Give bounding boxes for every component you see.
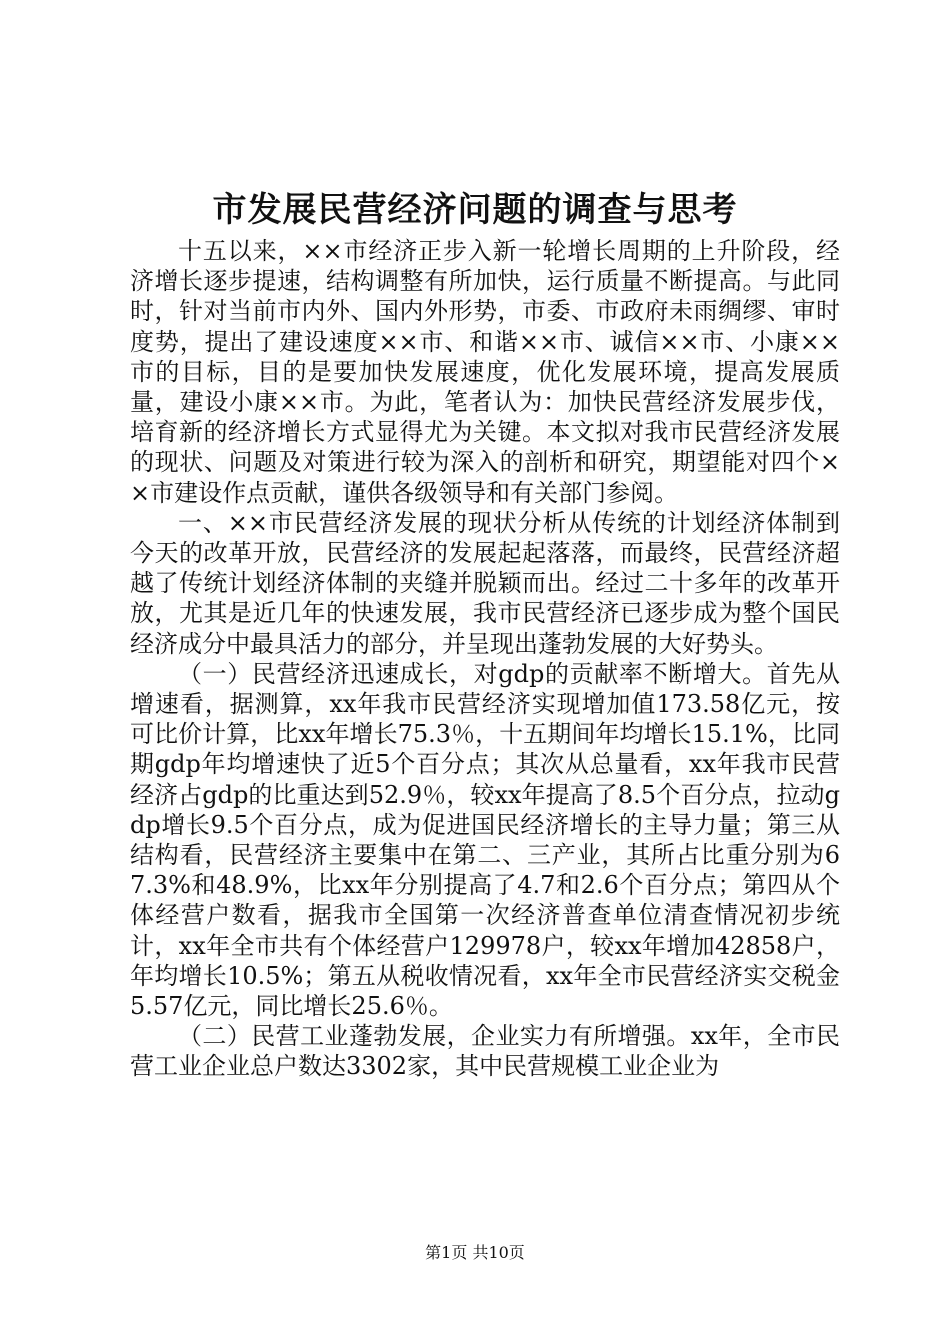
paragraph-section-1: 一、××市民营经济发展的现状分析从传统的计划经济体制到今天的改革开放，民营经济的发展起起落落，而最终，民营经济超越了传统计划经济体制的夹缝并脱颖而出。经过二十多年的改革开放，尤其是近几年的快速发展，我市民营经济已逐步成为整个国民经济成分中最具活力的部分，并呈现出蓬勃发展的大好势头。 — [130, 508, 840, 658]
paragraph-subsection-2: （二）民营工业蓬勃发展，企业实力有所增强。xx年，全市民营工业企业总户数达3302家，其中民营规模工业企业为 — [130, 1022, 840, 1081]
document-title: 市发展民营经济问题的调查与思考 — [212, 190, 738, 230]
page-number-footer: 第1页 共10页 — [425, 1243, 525, 1262]
document-body — [130, 236, 840, 1082]
paragraph-intro: 十五以来，××市经济正步入新一轮增长周期的上升阶段，经济增长逐步提速，结构调整有所加快，运行质量不断提高。与此同时，针对当前市内外、国内外形势，市委、市政府未雨绸缪、审时度势，提出了建设速度××市、和谐××市、诚信××市、小康××市的目标，目的是要加快发展速度，优化发展环境，提高发展质量，建设小康××市。为此，笔者认为：加快民营经济发展步伐，培育新的经济增长方式显得尤为关键。本文拟对我市民营经济发展的现状、问题及对策进行较为深入的剖析和研究，期望能对四个××市建设作点贡献，谨供各级领导和有关部门参阅。 — [130, 237, 840, 507]
paragraph-subsection-1: （一）民营经济迅速成长，对gdp的贡献率不断增大。首先从增速看，据测算，xx年我市民营经济实现增加值173.58亿元，按可比价计算，比xx年增长75.3％，十五期间年均增长15.1%，比同期gdp年均增速快了近5个百分点；其次从总量看，xx年我市民营经济占gdp的比重达到52.9％，较xx年提高了8.5个百分点，拉动gdp增长9.5个百分点，成为促进国民经济增长的主导力量；第三从结构看，民营经济主要集中在第二、三产业，其所占比重分别为67.3%和48.9%，比xx年分别提高了4.7和2.6个百分点；第四从个体经营户数看，据我市全国第一次经济普查单位清查情况初步统计，xx年全市共有个体经营户129978户，较xx年增加42858户，年均增长10.5%；第五从税收情况看，xx年全市民营经济实交税金5.57亿元，同比增长25.6％。 — [130, 659, 840, 1021]
